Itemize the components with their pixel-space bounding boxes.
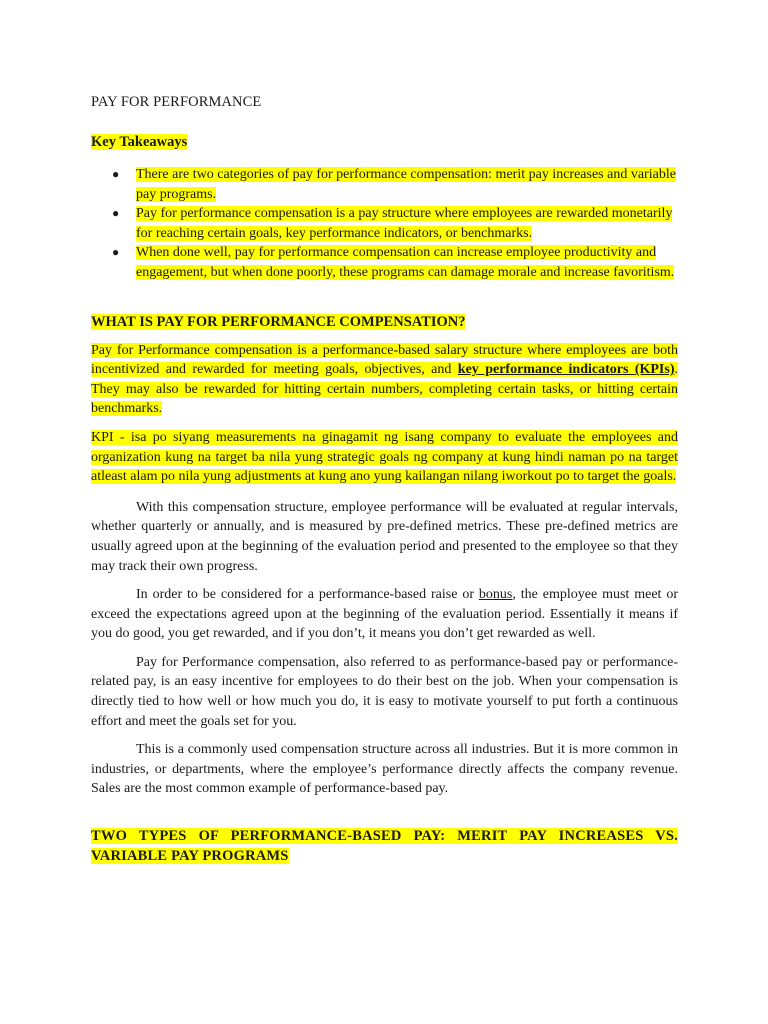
bullet-icon: ● [112, 167, 120, 181]
evaluation-paragraph: With this compensation structure, employee performance will be evaluated at regular intervals, whether quarterly or annually, and is measured by pre-defined metrics. These pre-defined metrics are usually agreed upon at the beginning of the evaluation period and presented to the employee so that they may track their own progress. [91, 499, 678, 574]
takeaway-text: When done well, pay for performance compensation can increase employee productivity and engagement, but when done poorly, these programs can damage morale and increase favoritism. [136, 245, 675, 280]
bonus-link[interactable]: bonus [478, 587, 513, 603]
key-takeaways-list [91, 165, 678, 283]
intro-paragraph: Pay for Performance compensation is a performance-based salary structure where employees are both incentivized and rewarded for meeting goals, objectives, and key performance indicators (KPIs). They may also be rewarded for hitting certain numbers, completing certain tasks, or hitting certain benchmarks. [91, 342, 678, 417]
bullet-icon: ● [112, 206, 120, 221]
list-item [91, 204, 678, 243]
incentive-paragraph: Pay for Performance compensation, also referred to as performance-based pay or performance-related pay, is an easy incentive for employees to do their best on the job. When your compensation is directly tied to how well or how much you do, it is easy to motivate yourself to put forth a continuous effort and meet the goals set for you. [91, 654, 678, 729]
kpi-link[interactable]: key performance indicators (KPIs) [457, 362, 675, 378]
bullet-icon: ● [112, 245, 120, 260]
bonus-paragraph: In order to be considered for a performance-based raise or bonus, the employee must meet or exceed the expectations agreed upon at the beginning of the evaluation period. Essentially it means if you do good, you get rewarded, and if you don’t, it means you don’t get rewarded as well. [91, 587, 679, 642]
takeaway-text: Pay for performance compensation is a pay structure where employees are rewarded monetarily for reaching certain goals, key performance indicators, or benchmarks. [136, 206, 673, 241]
kpi-note-paragraph: KPI - isa po siyang measurements na ginagamit ng isang company to evaluate the employees and organization kung na target ba nila yung strategic goals ng company at kung hindi naman po na target atleast alam po nila yung adjustments at kung ano yung kailangan nilang iworkout po to target the goals. [91, 429, 678, 485]
list-item [91, 243, 678, 282]
common-structure-paragraph: This is a commonly used compensation structure across all industries. But it is more common in industries, or departments, where the employee’s performance directly affects the company revenue. Sales are the most common example of performance-based pay. [91, 742, 678, 797]
document-title: PAY FOR PERFORMANCE [91, 94, 262, 110]
key-takeaways-heading: Key Takeaways [91, 134, 188, 150]
section-heading-what-is: WHAT IS PAY FOR PERFORMANCE COMPENSATION? [91, 313, 466, 330]
takeaway-text: There are two categories of pay for performance compensation: merit pay increases and variable pay programs. [136, 167, 676, 202]
list-item [91, 165, 678, 204]
document-body [91, 92, 678, 866]
section-heading-two-types: TWO TYPES OF PERFORMANCE-BASED PAY: MERIT PAY INCREASES VS. VARIABLE PAY PROGRAMS [91, 828, 678, 865]
